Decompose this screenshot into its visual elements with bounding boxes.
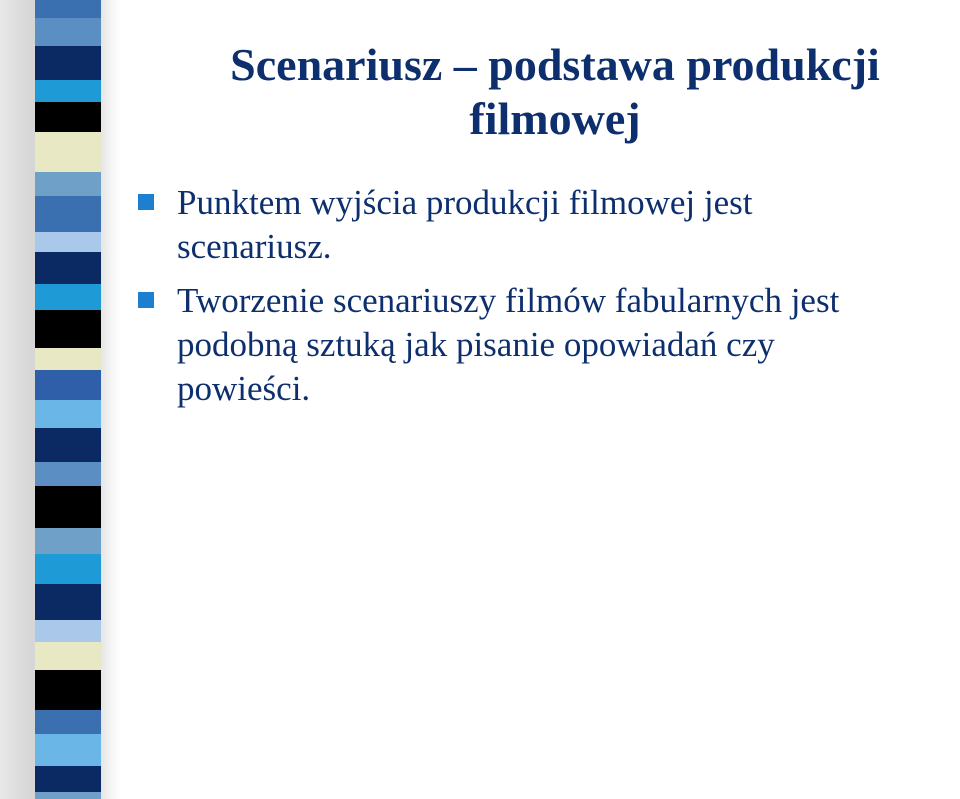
strip-segment [35, 196, 101, 232]
strip-segment [35, 132, 101, 172]
strip-segment [35, 348, 101, 370]
square-bullet-icon [138, 194, 154, 210]
slide-title [175, 38, 935, 146]
strip-segment [35, 252, 101, 284]
strip-segment [35, 400, 101, 428]
bullet-1-line-2: scenariusz. [177, 227, 332, 266]
strip-segment [35, 232, 101, 252]
bullet-item-1 [138, 181, 956, 269]
strip-segment [35, 284, 101, 310]
strip-segment [35, 310, 101, 348]
bullet-2-line-2: podobną sztuką jak pisanie opowiadań czy [177, 325, 775, 364]
bullet-list [138, 181, 956, 421]
strip-segment [35, 734, 101, 766]
strip-segment [35, 792, 101, 799]
strip-segment [35, 18, 101, 46]
strip-segment [35, 486, 101, 528]
slide-title-line-2: filmowej [469, 93, 641, 144]
strip-segment [35, 172, 101, 196]
strip-segment [35, 0, 101, 18]
strip-segment [35, 766, 101, 792]
bullet-item-2 [138, 279, 956, 411]
strip-segment [35, 528, 101, 554]
bullet-1-line-1: Punktem wyjścia produkcji filmowej jest [177, 183, 753, 222]
strip-segment [35, 554, 101, 584]
decorative-color-strip [35, 0, 101, 799]
bullet-2-line-1: Tworzenie scenariuszy filmów fabularnych jest [177, 281, 840, 320]
strip-segment [35, 642, 101, 670]
strip-segment [35, 80, 101, 102]
slide-title-line-1: Scenariusz – podstawa produkcji [230, 39, 880, 90]
strip-segment [35, 46, 101, 80]
strip-segment [35, 102, 101, 132]
strip-segment [35, 428, 101, 462]
strip-segment [35, 584, 101, 620]
bullet-2-line-3: powieści. [177, 369, 311, 408]
strip-segment [35, 710, 101, 734]
strip-segment [35, 370, 101, 400]
strip-segment [35, 670, 101, 710]
strip-segment [35, 620, 101, 642]
square-bullet-icon [138, 292, 154, 308]
strip-segment [35, 462, 101, 486]
